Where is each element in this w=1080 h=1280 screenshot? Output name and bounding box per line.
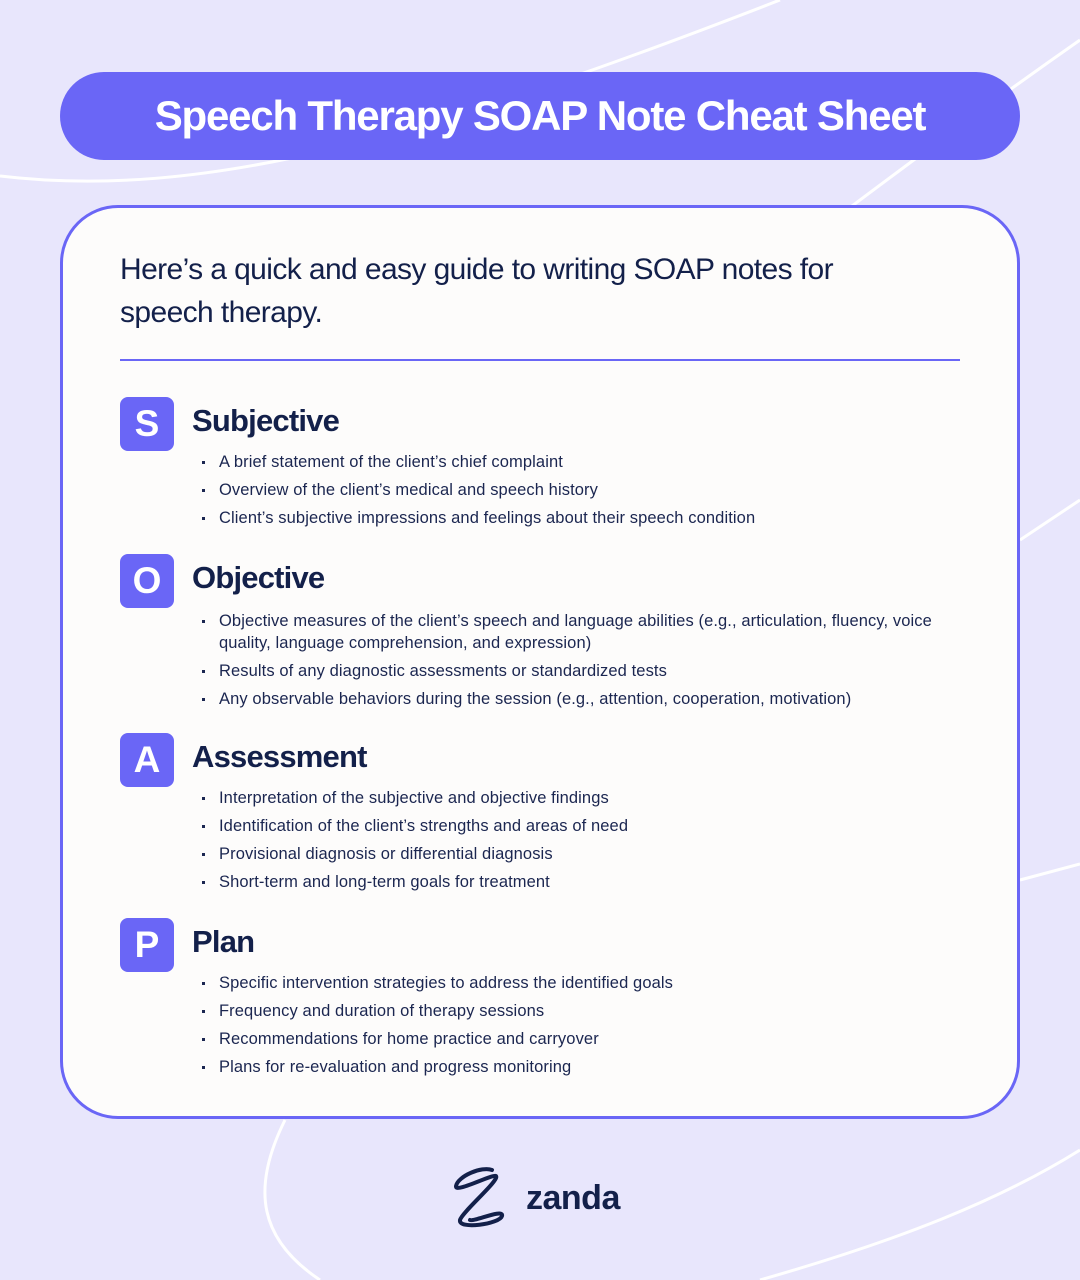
- list-item: Any observable behaviors during the session (e.g., attention, cooperation, motivation): [202, 688, 942, 710]
- bullet-list: [202, 451, 942, 535]
- list-item: A brief statement of the client’s chief complaint: [202, 451, 942, 473]
- list-item: Provisional diagnosis or differential diagnosis: [202, 843, 942, 865]
- list-item: Frequency and duration of therapy sessions: [202, 1000, 942, 1022]
- bullet-list: [202, 610, 942, 716]
- list-item: Identification of the client’s strengths and areas of need: [202, 815, 942, 837]
- letter-badge-o: O: [120, 554, 174, 608]
- title-banner: [60, 72, 1020, 160]
- letter-badge-p: P: [120, 918, 174, 972]
- list-item: Specific intervention strategies to address the identified goals: [202, 972, 942, 994]
- brand-name: zanda: [526, 1178, 620, 1217]
- zanda-scribble-icon: [452, 1164, 516, 1232]
- bullet-list: [202, 787, 942, 899]
- list-item: Short-term and long-term goals for treatment: [202, 871, 942, 893]
- section-title: Assessment: [192, 739, 367, 774]
- zanda-logo: [452, 1164, 620, 1232]
- section-title: Subjective: [192, 403, 340, 438]
- list-item: Overview of the client’s medical and speech history: [202, 479, 942, 501]
- list-item: Objective measures of the client’s speech and language abilities (e.g., articulation, fluency, voice quality, language comprehension, and expression): [202, 610, 942, 654]
- bullet-list: [202, 972, 942, 1084]
- list-item: Interpretation of the subjective and objective findings: [202, 787, 942, 809]
- page-title: Speech Therapy SOAP Note Cheat Sheet: [154, 92, 926, 139]
- list-item: Results of any diagnostic assessments or standardized tests: [202, 660, 942, 682]
- list-item: Plans for re-evaluation and progress monitoring: [202, 1056, 942, 1078]
- content-card: [60, 205, 1020, 1119]
- divider: [120, 359, 960, 361]
- section-title: Objective: [192, 560, 325, 595]
- section-title: Plan: [192, 924, 255, 959]
- letter-badge-a: A: [120, 733, 174, 787]
- list-item: Client’s subjective impressions and feelings about their speech condition: [202, 507, 942, 529]
- letter-badge-s: S: [120, 397, 174, 451]
- list-item: Recommendations for home practice and carryover: [202, 1028, 942, 1050]
- intro-text: Here’s a quick and easy guide to writing SOAP notes for speech therapy.: [120, 253, 833, 329]
